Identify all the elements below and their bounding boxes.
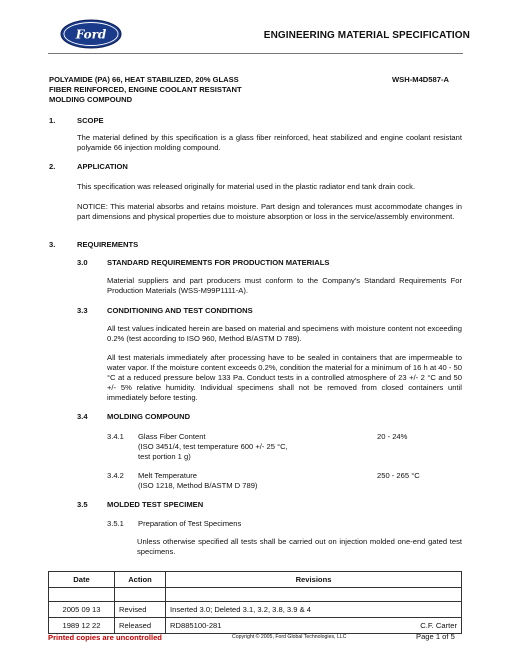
requirement-value: 250 - 265 °C — [377, 471, 420, 480]
document-title-line: FIBER REINFORCED, ENGINE COOLANT RESISTANT — [49, 85, 242, 94]
subsection-number: 3.5 — [77, 500, 88, 509]
document-title-line: MOLDING COMPOUND — [49, 95, 133, 104]
subsection-title: MOLDED TEST SPECIMEN — [107, 500, 204, 509]
subsection-number: 3.0 — [77, 258, 88, 267]
requirement-value: 20 - 24% — [377, 432, 408, 441]
subsection-title: CONDITIONING AND TEST CONDITIONS — [107, 306, 253, 315]
ford-logo-text: Ford — [75, 27, 107, 42]
section-number: 3. — [49, 240, 56, 249]
table-row — [49, 618, 462, 634]
page-number: Page 1 of 5 — [416, 632, 455, 641]
section-title-requirements: REQUIREMENTS — [77, 240, 139, 249]
conditioning-text: All test values indicated herein are based on material and specimens with moisture content not exceeding 0.2% (test according to ISO 960, Method B/ASTM D 789). — [107, 324, 462, 343]
document-number: WSH-M4D587-A — [392, 75, 449, 84]
column-header-revisions: Revisions — [166, 572, 462, 588]
table-row — [49, 588, 462, 602]
ford-logo — [60, 19, 122, 49]
requirement-title: Preparation of Test Specimens — [138, 519, 242, 528]
column-header-action: Action — [115, 572, 166, 588]
requirement-description — [138, 471, 257, 491]
table-header-row — [49, 572, 462, 588]
requirement-number: 3.5.1 — [107, 519, 124, 528]
conditioning-text: All test materials immediately after processing have to be sealed in containers that are impermeable to water vapor. If the moisture content exceeds 0.2%, condition the material for a minimum of 16 h at 40 - 50 °C at a reduced pressure below 133 Pa. Conduct tests in a controlled atmosphere of 23 +/- 2 °C and 50 +/- 5% relative humidity. Individual specimens shall not be removed from closed containers until immediately before testing. — [107, 353, 462, 402]
requirement-number: 3.4.1 — [107, 432, 124, 441]
revision-action: Released — [115, 618, 166, 634]
document-title-line: POLYAMIDE (PA) 66, HEAT STABILIZED, 20% GLASS — [49, 75, 239, 84]
revision-date: 1989 12 22 — [49, 618, 115, 634]
revision-description: Inserted 3.0; Deleted 3.1, 3.2, 3.8, 3.9 & 4 — [166, 602, 462, 618]
requirement-line: (ISO 1218, Method B/ASTM D 789) — [138, 481, 258, 490]
section-title-scope: SCOPE — [77, 116, 104, 125]
header-title: ENGINEERING MATERIAL SPECIFICATION — [263, 30, 470, 41]
revision-text: RD885100-281 — [170, 621, 222, 630]
requirement-line: Glass Fiber Content — [138, 432, 206, 441]
requirement-line: (ISO 3451/4, test temperature 600 +/- 25 °C, — [138, 442, 288, 451]
header-divider — [48, 53, 463, 54]
application-notice: NOTICE: This material absorbs and retains moisture. Part design and tolerances must accommodate changes in part dimensions and physical properties due to moisture absorption or loss in the service/assembly environment. — [77, 202, 462, 221]
requirement-number: 3.4.2 — [107, 471, 124, 480]
table-row — [49, 602, 462, 618]
application-text: This specification was released originally for material used in the plastic radiator end tank drain cock. — [77, 182, 416, 191]
requirement-description — [138, 432, 288, 462]
requirement-line: test portion 1 g) — [138, 452, 191, 461]
copyright-text: Copyright © 2005, Ford Global Technologies, LLC — [232, 634, 347, 640]
uncontrolled-notice: Printed copies are uncontrolled — [48, 633, 162, 642]
subsection-title: STANDARD REQUIREMENTS FOR PRODUCTION MATERIALS — [107, 258, 330, 267]
revision-author: C.F. Carter — [420, 621, 457, 630]
section-number: 1. — [49, 116, 56, 125]
scope-text: The material defined by this specification is a glass fiber reinforced, heat stabilized and engine coolant resistant polyamide 66 injection molding compound. — [77, 133, 462, 152]
test-specimen-text: Unless otherwise specified all tests shall be carried out on injection molded one-end gated test specimens. — [137, 537, 462, 556]
column-header-date: Date — [49, 572, 115, 588]
document-title — [49, 75, 242, 105]
subsection-number: 3.3 — [77, 306, 88, 315]
subsection-title: MOLDING COMPOUND — [107, 412, 191, 421]
requirement-line: Melt Temperature — [138, 471, 197, 480]
revision-table — [48, 571, 462, 634]
section-number: 2. — [49, 162, 56, 171]
section-title-application: APPLICATION — [77, 162, 128, 171]
revision-action: Revised — [115, 602, 166, 618]
revision-date: 2005 09 13 — [49, 602, 115, 618]
standard-requirements-text: Material suppliers and part producers must conform to the Company's Standard Requirements For Production Materials (WSS-M99P1111-A). — [107, 276, 462, 295]
subsection-number: 3.4 — [77, 412, 88, 421]
